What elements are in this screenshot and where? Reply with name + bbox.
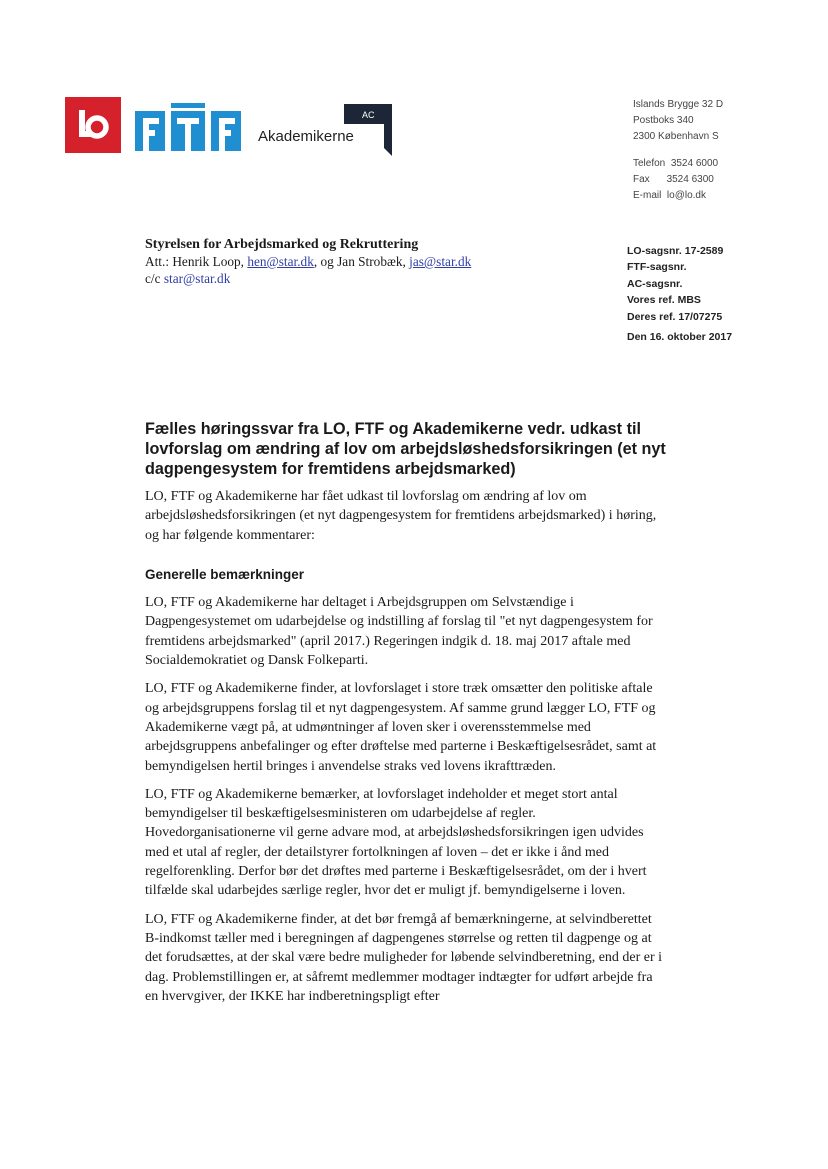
phone-number: 3524 6000 bbox=[670, 158, 719, 169]
akademikerne-name: Akademikerne bbox=[258, 128, 354, 145]
our-reference: Vores ref. MBS bbox=[627, 294, 701, 307]
recipient-name: Styrelsen for Arbejdsmarked og Rekruttering bbox=[145, 237, 419, 252]
ftf-logo bbox=[135, 103, 245, 151]
body-paragraph: LO, FTF og Akademikerne har deltaget i Arbejdsgruppen om Selvstændige i Dagpengesystemet om udarbejdelse og indstilling af forslag til "et nyt dagpengesystem for fremtidens arbejdsmarked" (april 2017.) Regeringen indgik d. 18. maj 2017 aftale med Socialdemokratiet og Dansk Folkeparti. bbox=[145, 595, 653, 669]
letter-date: Den 16. oktober 2017 bbox=[627, 331, 733, 344]
lo-logo bbox=[65, 97, 121, 153]
fax-number: 3524 6300 bbox=[666, 174, 714, 185]
akademikerne-logo bbox=[344, 104, 392, 156]
recipient-att bbox=[145, 253, 471, 270]
att-email-link-1[interactable]: hen@star.dk bbox=[247, 254, 314, 269]
sender-pobox: Postboks 340 bbox=[633, 115, 694, 126]
sender-address bbox=[633, 97, 723, 204]
body-paragraph: LO, FTF og Akademikerne finder, at lovforslaget i store træk omsætter den politiske aftale og arbejdsgruppens forslag til et nyt dagpengesystem. Af samme grund lægger LO, FTF og Akademikerne vægt på, at udmøntninger af loven sker i overensstemmelse med arbejdsgruppens anbefalinger og efter drøftelse med parterne i Beskæftigelsesrådet, samt at bemyndigelsen hertil bringes i anvendelse straks ved lovens ikrafttræden. bbox=[145, 681, 657, 774]
body-paragraph: LO, FTF og Akademikerne bemærker, at lovforslaget indeholder et meget stort antal bemyndigelser til beskæftigelsesministeren om udarbejdelse af regler. Hovedorganisationerne vil gerne advare mod, at arbejdsløshedsforsikringen igen udvides med et utal af regler, der detailstyrer fortolkningen af loven – det er ikke i ånd med regelforenkling. Derfor bør det drøftes med parterne i Beskæftigelsesrådet, om der i hvert tilfælde skal udarbejdes særlige regler, hvor det er muligt jf. bemyndigelserne i loven. bbox=[145, 786, 647, 899]
ftf-logo-icon bbox=[135, 103, 245, 151]
ac-badge-icon bbox=[344, 104, 392, 156]
att-middle: , og Jan Strobæk, bbox=[313, 254, 410, 269]
lo-case-number: LO-sagsnr. 17-2589 bbox=[627, 245, 724, 257]
intro-paragraph: LO, FTF og Akademikerne har fået udkast til lovforslag om ændring af lov om arbejdsløshedsforsikringen (et nyt dagpengesystem for fremtidens arbejdsmarked) i høring, og har følgende kommentarer: bbox=[145, 489, 657, 543]
email-address: lo@lo.dk bbox=[666, 190, 706, 201]
att-prefix: Att.: Henrik Loop, bbox=[145, 254, 248, 269]
sender-email-row bbox=[633, 188, 723, 204]
email-label: E-mail bbox=[633, 190, 662, 201]
ac-badge-text: AC bbox=[362, 110, 375, 120]
cc-email-link[interactable]: star@star.dk bbox=[163, 271, 231, 286]
sender-city: 2300 København S bbox=[633, 131, 719, 142]
recipient-block bbox=[145, 236, 471, 287]
phone-label: Telefon bbox=[633, 158, 666, 169]
ftf-case-number: FTF-sagsnr. bbox=[627, 261, 687, 274]
sender-phone-row bbox=[633, 156, 723, 172]
section-heading: Generelle bemærkninger bbox=[145, 566, 305, 582]
sender-street: Islands Brygge 32 D bbox=[633, 99, 724, 110]
reference-block bbox=[627, 243, 732, 345]
recipient-cc bbox=[145, 270, 471, 287]
document-title: Fælles høringssvar fra LO, FTF og Akademikerne vedr. udkast til lovforslag om ændring af lov om arbejdsløshedsforsikringen (et nyt dagpengesystem for fremtidens arbejdsmarked) bbox=[145, 420, 666, 478]
fax-label: Fax bbox=[633, 174, 650, 185]
your-reference: Deres ref. 17/07275 bbox=[627, 310, 723, 323]
ac-case-number: AC-sagsnr. bbox=[627, 277, 683, 290]
cc-prefix: c/c bbox=[145, 271, 164, 286]
body-paragraph: LO, FTF og Akademikerne finder, at det bør fremgå af bemærkningerne, at selvindberettet B-indkomst tæller med i beregningen af dagpengenes størrelse og retten til dagpenge og at det forudsættes, at der skal være bedre muligheder for løbende selvindberetning, end der er i dag. Problemstillingen er, at såfremt medlemmer modtager indtægter for udført arbejde fra en hvervgiver, der IKKE har indberetningspligt efter bbox=[145, 911, 663, 1004]
document-body bbox=[145, 487, 665, 1015]
att-email-link-2[interactable]: jas@star.dk bbox=[409, 254, 472, 269]
sender-fax-row bbox=[633, 172, 723, 188]
lo-logo-icon bbox=[65, 97, 121, 153]
